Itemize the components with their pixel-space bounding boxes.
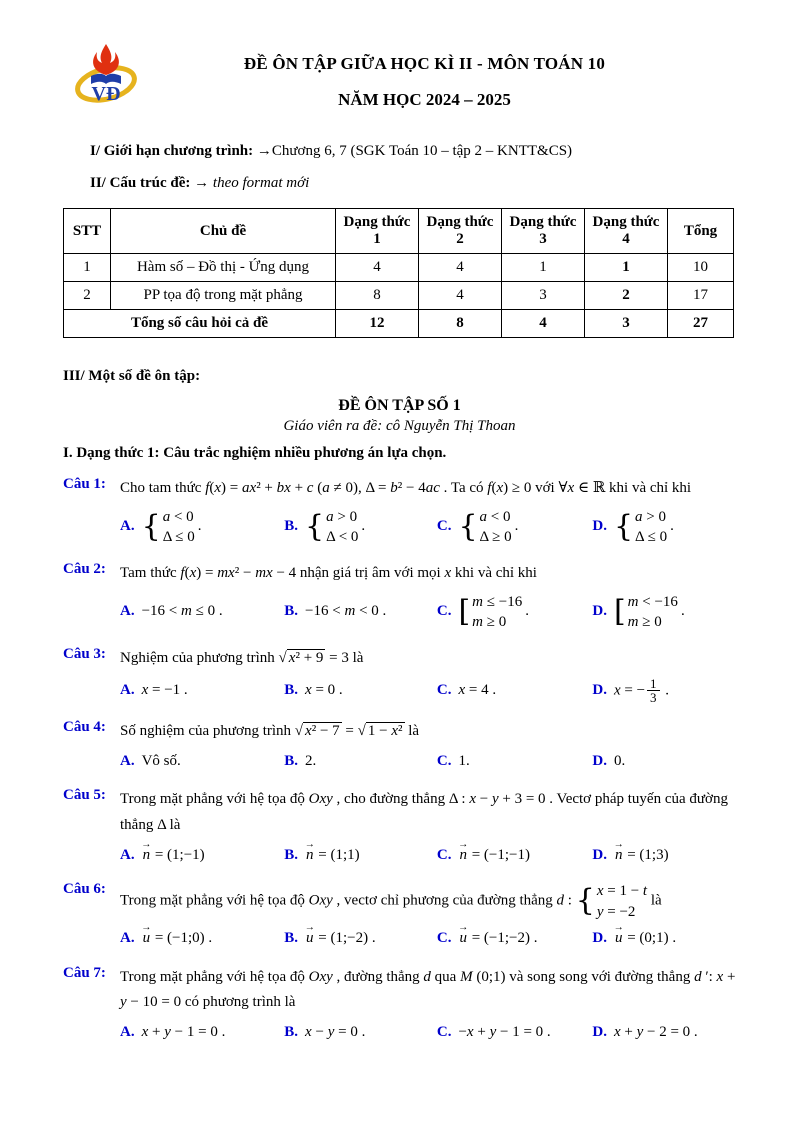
answer-option: [120, 507, 278, 548]
option-label: C.: [436, 603, 452, 620]
cell-footer-d2: 8: [419, 310, 502, 338]
answer-option: [120, 927, 278, 951]
answer-option: [120, 749, 278, 773]
col-header-d3: Dạng thức 3: [502, 209, 585, 254]
option-label: C.: [436, 846, 452, 863]
option-label: B.: [284, 603, 299, 620]
option-label: A.: [120, 518, 135, 535]
exam-structure-table: [63, 208, 734, 338]
cell-d2: 4: [419, 282, 502, 310]
part1-heading: I. Dạng thức 1: Câu trắc nghiệm nhiều phương án lựa chọn.: [63, 445, 447, 461]
title-block: [143, 40, 736, 110]
option-text: n → = (1;−1): [142, 847, 205, 864]
table-header-row: [64, 209, 734, 254]
question-number: Câu 1:: [63, 476, 106, 492]
school-logo-graphic: [73, 40, 139, 114]
answer-option: [437, 507, 587, 548]
answer-option: [284, 927, 431, 951]
col-header-total: Tổng: [668, 209, 734, 254]
option-label: D.: [592, 682, 607, 699]
question-text: Cho tam thức f(x) = ax² + bx + c (a ≠ 0), Δ = b² − 4ac . Ta có f(x) ≥ 0 với ∀x ∈ ℝ khi và chỉ khi: [120, 480, 692, 496]
options-row: [120, 749, 736, 773]
answer-option: [284, 600, 431, 624]
col-header-d2: Dạng thức 2: [419, 209, 502, 254]
option-text: x = − $\frac{1}{3}$ .: [613, 675, 670, 706]
answer-option: [120, 843, 278, 867]
answer-option: [592, 927, 736, 951]
option-label: B.: [284, 682, 299, 699]
cell-footer-d1: 12: [336, 310, 419, 338]
cell-footer-d4: 3: [585, 310, 668, 338]
section-practice-label: III/ Một số đề ôn tập:: [63, 368, 201, 384]
section-structure-text: → theo format mới: [194, 175, 310, 191]
option-text: n → = (1;1): [305, 847, 360, 864]
options-row: [120, 677, 736, 705]
option-text: x − y = 0 .: [305, 1024, 366, 1041]
option-text: −x + y − 1 = 0 .: [458, 1024, 551, 1041]
cell-d3: 3: [502, 282, 585, 310]
option-text: u → = (1;−2) .: [305, 930, 376, 947]
cell-d3: 1: [502, 254, 585, 282]
cell-d1: 4: [336, 254, 419, 282]
cell-d4: 2: [585, 282, 668, 310]
header: [63, 40, 736, 119]
question-block: [63, 646, 736, 705]
cell-footer-label: Tổng số câu hỏi cả đề: [64, 310, 336, 338]
cell-topic: PP tọa độ trong mặt phẳng: [111, 282, 336, 310]
cell-stt: 1: [64, 254, 111, 282]
option-label: C.: [436, 752, 452, 769]
table-footer-row: [64, 310, 734, 338]
option-text: n → = (1;3): [614, 847, 669, 864]
option-text: u → = (0;1) .: [614, 930, 676, 947]
option-label: A.: [120, 846, 135, 863]
cell-d2: 4: [419, 254, 502, 282]
section-scope: [63, 143, 736, 160]
col-header-topic: Chủ đề: [111, 209, 336, 254]
answer-option: [437, 843, 587, 867]
answer-option: [284, 749, 431, 773]
question-text: Tam thức f(x) = mx² − mx − 4 nhận giá trị âm với mọi x khi và chỉ khi: [120, 565, 537, 581]
answer-option: [284, 679, 431, 703]
exam-title: ĐỀ ÔN TẬP SỐ 1: [338, 397, 461, 414]
option-text: 2.: [305, 752, 317, 769]
option-label: A.: [120, 1024, 135, 1041]
option-text: 0.: [613, 752, 626, 769]
option-text: x + y − 2 = 0 .: [613, 1024, 698, 1041]
option-label: C.: [436, 930, 452, 947]
option-text: x = 0 .: [305, 682, 343, 699]
option-text: { a > 0 Δ ≤ 0 .: [613, 508, 674, 545]
options-row: [120, 1021, 736, 1045]
option-label: D.: [592, 518, 607, 535]
answer-option: [437, 1021, 587, 1045]
svg-text:VĐ: VĐ: [91, 83, 121, 105]
cell-d4: 1: [585, 254, 668, 282]
question-number: Câu 5:: [63, 787, 106, 804]
option-text: x + y − 1 = 0 .: [141, 1024, 226, 1041]
option-label: B.: [284, 1024, 299, 1041]
question-number: Câu 3:: [63, 646, 106, 662]
question-block: [63, 561, 736, 632]
answer-option: [120, 679, 278, 703]
option-text: 1.: [458, 752, 470, 769]
answer-option: [437, 592, 587, 633]
option-label: A.: [120, 603, 135, 620]
option-text: x = −1 .: [141, 682, 188, 699]
answer-option: [592, 843, 736, 867]
answer-option: [284, 507, 431, 548]
options-row: [120, 507, 736, 548]
option-text: { a > 0 Δ < 0 .: [305, 508, 366, 545]
option-text: [ m ≤ −16 m ≥ 0 .: [458, 593, 529, 630]
answer-option: [592, 749, 736, 773]
section-scope-label: I/ Giới hạn chương trình:: [90, 143, 254, 159]
questions-list: [63, 476, 736, 1045]
col-header-d1: Dạng thức 1: [336, 209, 419, 254]
option-label: C.: [436, 1024, 452, 1041]
answer-option: [592, 1021, 736, 1045]
exam-author: Giáo viên ra đề: cô Nguyễn Thị Thoan: [283, 418, 516, 434]
question-block: [63, 881, 736, 951]
col-header-d4: Dạng thức 4: [585, 209, 668, 254]
option-text: [ m < −16 m ≥ 0 .: [613, 593, 685, 630]
section-structure: [63, 175, 736, 192]
question-text: Số nghiệm của phương trình √ x² − 7 = √ 1 − x² là: [120, 722, 420, 739]
option-label: D.: [592, 1024, 607, 1041]
table-row: [64, 282, 734, 310]
options-row: [120, 592, 736, 633]
option-label: B.: [284, 518, 299, 535]
option-label: B.: [284, 930, 299, 947]
question-text: Nghiệm của phương trình √ x² + 9 = 3 là: [120, 650, 364, 666]
question-block: [63, 787, 736, 867]
option-label: A.: [120, 930, 135, 947]
options-row: [120, 927, 736, 951]
answer-option: [437, 679, 587, 703]
answer-option: [592, 677, 736, 705]
cell-footer-total: 27: [668, 310, 734, 338]
section-scope-text: →Chương 6, 7 (SGK Toán 10 – tập 2 – KNTT&CS): [256, 143, 573, 159]
option-text: −16 < m < 0 .: [305, 603, 387, 620]
option-text: u → = (−1;0) .: [142, 930, 213, 947]
option-label: D.: [592, 846, 607, 863]
section-structure-label: II/ Cấu trúc đề:: [90, 175, 191, 191]
cell-d1: 8: [336, 282, 419, 310]
option-label: D.: [592, 603, 607, 620]
option-text: Vô số.: [141, 752, 181, 769]
option-text: x = 4 .: [458, 682, 497, 699]
option-label: B.: [284, 846, 299, 863]
option-text: { a < 0 Δ ≤ 0 .: [141, 508, 202, 545]
doc-title: ĐỀ ÔN TẬP GIỮA HỌC KÌ II - MÔN TOÁN 10: [243, 54, 606, 73]
question-number: Câu 2:: [63, 561, 106, 577]
cell-total: 17: [668, 282, 734, 310]
table-row: [64, 254, 734, 282]
option-label: C.: [436, 682, 452, 699]
answer-option: [284, 843, 431, 867]
options-row: [120, 843, 736, 867]
option-text: { a < 0 Δ ≥ 0 .: [458, 508, 519, 545]
answer-option: [592, 592, 736, 633]
question-text: Trong mặt phẳng với hệ tọa độ Oxy , cho đường thẳng Δ : x − y + 3 = 0 . Vectơ pháp tuyến của đường thẳng Δ là: [120, 791, 728, 833]
answer-option: [437, 927, 587, 951]
question-block: [63, 719, 736, 774]
question-block: [63, 965, 736, 1045]
question-number: Câu 7:: [63, 964, 106, 981]
answer-option: [592, 507, 736, 548]
option-label: A.: [120, 682, 135, 699]
question-text: Trong mặt phẳng với hệ tọa độ Oxy , đường thẳng d qua M (0;1) và song song với đường thẳng d ′: x + y − 10 = 0 có phương trình là: [120, 968, 736, 1011]
question-number: Câu 4:: [63, 718, 106, 735]
doc-subtitle: NĂM HỌC 2024 – 2025: [338, 90, 511, 109]
col-header-stt: STT: [64, 209, 111, 254]
option-label: B.: [284, 752, 299, 769]
option-text: −16 < m ≤ 0 .: [141, 603, 223, 620]
option-label: A.: [120, 752, 135, 769]
answer-option: [284, 1021, 431, 1045]
question-block: [63, 476, 736, 547]
option-text: n → = (−1;−1): [458, 847, 530, 864]
cell-total: 10: [668, 254, 734, 282]
option-label: D.: [592, 752, 607, 769]
cell-footer-d3: 4: [502, 310, 585, 338]
answer-option: [120, 600, 278, 624]
cell-topic: Hàm số – Đồ thị - Ứng dụng: [111, 254, 336, 282]
option-label: C.: [436, 518, 452, 535]
school-logo: [73, 40, 143, 119]
question-number: Câu 6:: [63, 881, 106, 898]
answer-option: [120, 1021, 278, 1045]
cell-stt: 2: [64, 282, 111, 310]
question-text: Trong mặt phẳng với hệ tọa độ Oxy , vectơ chỉ phương của đường thẳng d : { x = 1 − t y = −2 là: [120, 883, 662, 920]
answer-option: [437, 749, 587, 773]
option-label: D.: [592, 930, 607, 947]
option-text: u → = (−1;−2) .: [458, 930, 537, 947]
